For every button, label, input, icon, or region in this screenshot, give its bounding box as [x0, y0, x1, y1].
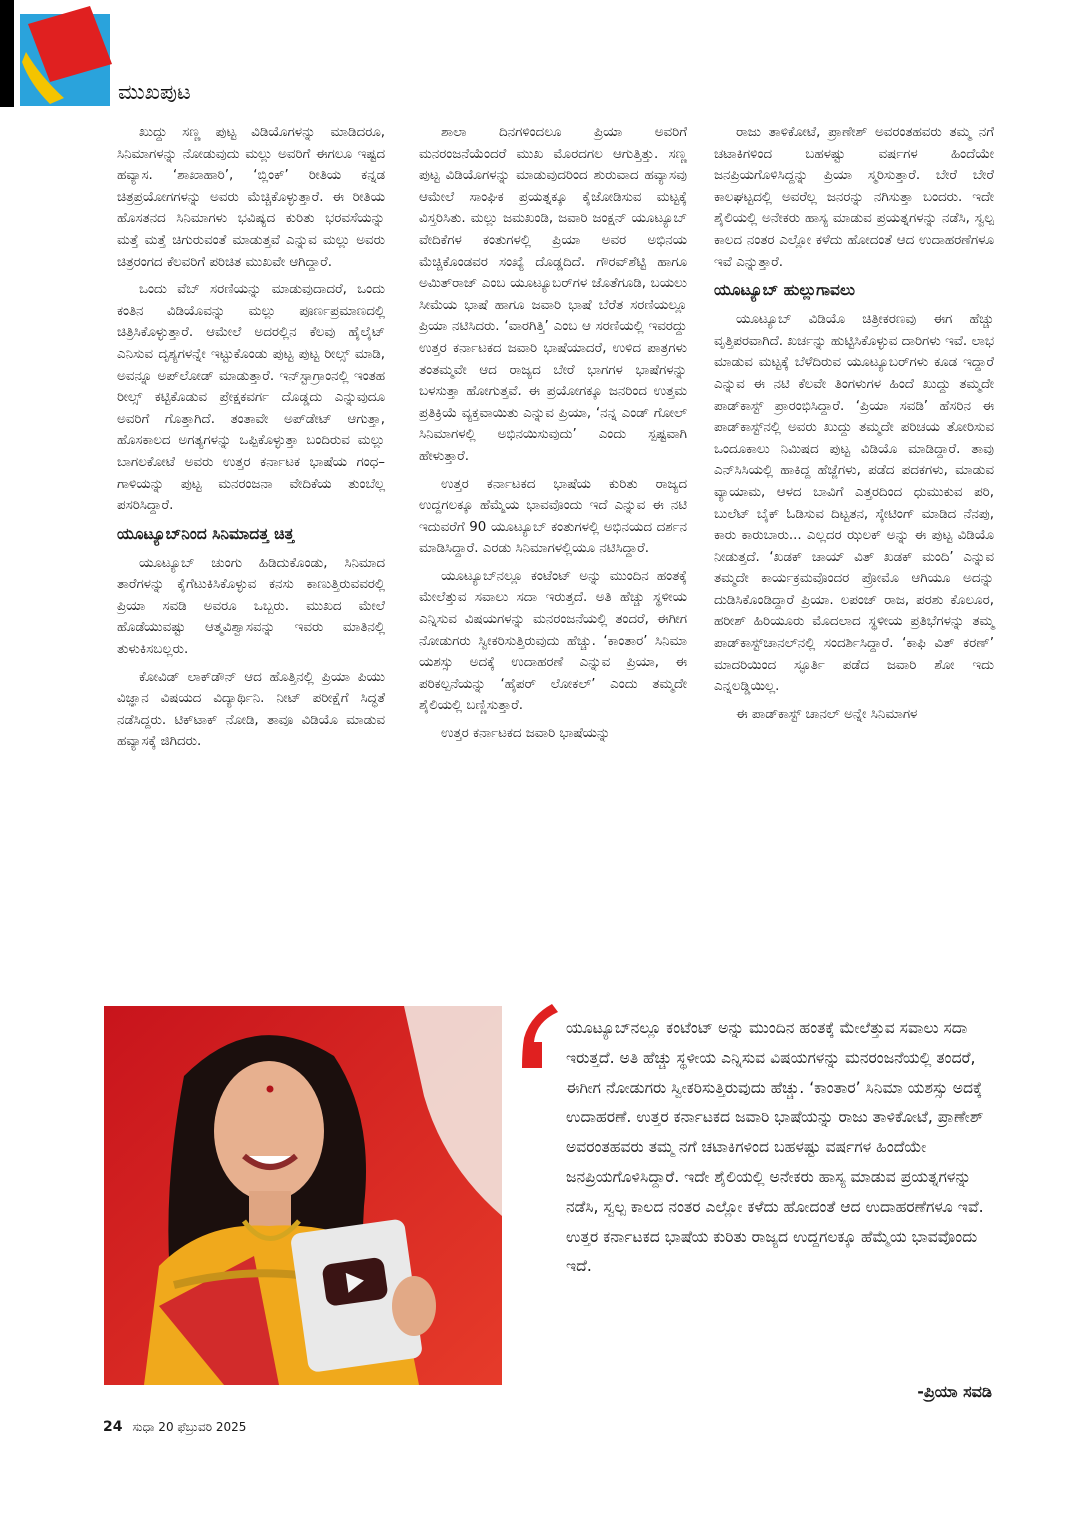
column-1 [117, 122, 385, 759]
photo-priya-savadi [104, 1006, 502, 1385]
column-2 [419, 122, 687, 751]
paragraph: ಈ ಪಾಡ್‌ಕಾಸ್ಟ್ ಚಾನಲ್ ಅನ್ನೇ ಸಿನಿಮಾಗಳ [736, 706, 918, 722]
paragraph: ಯೂಟ್ಯೂಬ್ ಚುಂಗು ಹಿಡಿದುಕೊಂಡು, ಸಿನಿಮಾದ ತಾರೆಗಳನ್ನು ಕೈಗೆಟುಕಿಸಿಕೊಳ್ಳುವ ಕನಸು ಕಾಣುತ್ತಿರುವವರಲ್ಲಿ ಪ್ರಿಯಾ ಸವಡಿ ಅವರೂ ಒಬ್ಬರು. ಮುಖದ ಮೇಲೆ ಹೊಡೆಯುವಷ್ಟು ಆತ್ಮವಿಶ್ವಾಸವನ್ನು ಇವರು ಮಾತಿನಲ್ಲಿ ತುಳುಕಿಸಬಲ್ಲರು. [117, 555, 385, 658]
paragraph: ಉತ್ತರ ಕರ್ನಾಟಕದ ಜವಾರಿ ಭಾಷೆಯನ್ನು [441, 726, 611, 742]
paragraph: ಖುದ್ದು ಸಣ್ಣ ಪುಟ್ಟ ವಿಡಿಯೊಗಳನ್ನು ಮಾಡಿದರೂ, ಸಿನಿಮಾಗಳನ್ನು ನೋಡುವುದು ಮಲ್ಲು ಅವರಿಗೆ ಈಗಲೂ ಇಷ್ಟದ ಹವ್ಯಾಸ. ‘ಶಾಖಾಹಾರಿ’, ‘ಬ್ಲಿಂಕ್’ ರೀತಿಯ ಕನ್ನಡ ಚಿತ್ರಪ್ರಯೋಗಗಳನ್ನು ಅವರು ಮೆಚ್ಚಿಕೊಳ್ಳುತ್ತಾರೆ. ಈ ರೀತಿಯ ಹೊಸತನದ ಸಿನಿಮಾಗಳು ಭವಿಷ್ಯದ ಕುರಿತು ಭರವಸೆಯನ್ನು ಮತ್ತೆ ಮತ್ತೆ ಚಿಗುರುವಂತೆ ಮಾಡುತ್ತವೆ ಎನ್ನುವ ಮಲ್ಲು ಅವರು ಚಿತ್ರರಂಗದ ಕೆಲವರಿಗೆ ಪರಿಚಿತ ಮುಖವೇ ಆಗಿದ್ದಾರೆ. [117, 125, 385, 270]
quote-author: -ಪ್ರಿಯಾ ಸವಡಿ [917, 1382, 992, 1401]
paragraph: ಯೂಟ್ಯೂಬ್ ವಿಡಿಯೊ ಚಿತ್ರೀಕರಣವು ಈಗ ಹೆಚ್ಚು ವೃತ್ತಿಪರವಾಗಿದೆ. ಖರ್ಚನ್ನು ಹುಟ್ಟಿಸಿಕೊಳ್ಳುವ ದಾರಿಗಳು ಇವೆ. ಲಾಭ ಮಾಡುವ ಮಟ್ಟಕ್ಕೆ ಬೆಳೆದಿರುವ ಯೂಟ್ಯೂಬರ್‌ಗಳು ಕೂಡ ಇದ್ದಾರೆ ಎನ್ನುವ ಈ ನಟಿ ಕೆಲವೇ ತಿಂಗಳುಗಳ ಹಿಂದೆ ಖುದ್ದು ತಮ್ಮದೇ ಪಾಡ್‌ಕಾಸ್ಟ್ ಪ್ರಾರಂಭಿಸಿದ್ದಾರೆ. ‘ಪ್ರಿಯಾ ಸವಡಿ’ ಹೆಸರಿನ ಈ ಪಾಡ್‌ಕಾಸ್ಟ್‌ನಲ್ಲಿ ಅವರು ಖುದ್ದು ತಮ್ಮದೇ ಪರಿಚಯ ತೋರಿಸುವ ಒಂದೂಕಾಲು ನಿಮಿಷದ ಪುಟ್ಟ ವಿಡಿಯೊ ಮಾಡಿದ್ದಾರೆ. ತಾವು ಎನ್‌ಸಿಸಿಯಲ್ಲಿ ಹಾಕಿದ್ದ ಹೆಜ್ಜೆಗಳು, ಪಡೆದ ಪದಕಗಳು, ಮಾಡುವ ವ್ಯಾಯಾಮ, ಆಳದ ಬಾವಿಗೆ ಎತ್ತರದಿಂದ ಧುಮುಕುವ ಪರಿ, ಬುಲೆಟ್ ಬೈಕ್ ಓಡಿಸುವ ದಿಟ್ಟತನ, ಸ್ಕೇಟಿಂಗ್ ಮಾಡಿದ ನೆನಪು, ಕಾರು ಕಾರುಬಾರು... ಎಲ್ಲದರ ಝಲಕ್ ಅನ್ನು ಈ ಪುಟ್ಟ ವಿಡಿಯೊ ನೀಡುತ್ತದೆ. ‘ಖಡಕ್ ಚಾಯ್ ವಿತ್ ಖಡಕ್ ಮಂದಿ’ ಎನ್ನುವ ತಮ್ಮದೇ ಕಾರ್ಯಕ್ರಮವೊಂದರ ಪ್ರೋಮೊ ಆಗಿಯೂ ಅದನ್ನು ದುಡಿಸಿಕೊಂಡಿದ್ದಾರೆ ಪ್ರಿಯಾ. ಲಪಂಜ್ ರಾಜ, ಪರಶು ಕೊಲೂರ, ಹರೀಶ್ ಹಿರಿಯೂರು ಮೊದಲಾದ ಸ್ಥಳೀಯ ಪ್ರತಿಭೆಗಳನ್ನು ತಮ್ಮ ಪಾಡ್‌ಕಾಸ್ಟ್‌ಚಾನಲ್‌ನಲ್ಲಿ ಸಂದರ್ಶಿಸಿದ್ದಾರೆ. ‘ಕಾಫಿ ವಿತ್ ಕರಣ್’ ಮಾದರಿಯಿಂದ ಸ್ಫೂರ್ತಿ ಪಡೆದ ಜವಾರಿ ಶೋ ಇದು ಎನ್ನಲಡ್ಡಿಯಿಲ್ಲ. [714, 312, 994, 695]
section-logo [20, 6, 112, 106]
paragraph: ಒಂದು ವೆಬ್ ಸರಣಿಯನ್ನು ಮಾಡುವುದಾದರೆ, ಒಂದು ಕಂತಿನ ವಿಡಿಯೊವನ್ನು ಮಲ್ಲು ಪೂರ್ಣಪ್ರಮಾಣದಲ್ಲಿ ಚಿತ್ರಿಸಿಕೊಳ್ಳುತ್ತಾರೆ. ಆಮೇಲೆ ಅದರಲ್ಲಿನ ಕೆಲವು ಹೈಲೈಟ್ ಎನಿಸುವ ದೃಶ್ಯಗಳನ್ನೇ ಇಟ್ಟುಕೊಂಡು ಪುಟ್ಟ ಪುಟ್ಟ ರೀಲ್ಸ್ ಮಾಡಿ, ಅವನ್ನೂ ಅಪ್‌ಲೋಡ್ ಮಾಡುತ್ತಾರೆ. ಇನ್‌ಸ್ಟಾಗ್ರಾಂನಲ್ಲಿ ಇಂತಹ ರೀಲ್ಸ್ ಕಟ್ಟಿಕೊಡುವ ಪ್ರೇಕ್ಷಕವರ್ಗ ದೊಡ್ಡದು ಎನ್ನುವುದೂ ಅವರಿಗೆ ಗೊತ್ತಾಗಿದೆ. ತಂತಾವೇ ಅಪ್‌ಡೇಟ್ ಆಗುತ್ತಾ, ಹೊಸಕಾಲದ ಅಗತ್ಯಗಳನ್ನು ಒಪ್ಪಿಕೊಳ್ಳುತ್ತಾ ಬಂದಿರುವ ಮಲ್ಲು ಬಾಗಲಕೋಟೆ ಅವರು ಉತ್ತರ ಕರ್ನಾಟಕ ಭಾಷೆಯ ಗಂಧ–ಗಾಳಿಯನ್ನು ಪುಟ್ಟ ಮನರಂಜನಾ ವೇದಿಕೆಯ ತುಂಬೆಲ್ಲ ಪಸರಿಸಿದ್ದಾರೆ. [117, 282, 385, 514]
paragraph: ಯೂಟ್ಯೂಬ್‌ನಲ್ಲೂ ಕಂಟೆಂಟ್ ಅನ್ನು ಮುಂದಿನ ಹಂತಕ್ಕೆ ಮೇಲೆತ್ತುವ ಸವಾಲು ಸದಾ ಇರುತ್ತದೆ. ಅತಿ ಹೆಚ್ಚು ಸ್ಥಳೀಯ ಎನ್ನಿಸುವ ವಿಷಯಗಳನ್ನು ಮನರಂಜನೆಯಲ್ಲಿ ತಂದರೆ, ಈಗೀಗ ನೋಡುಗರು ಸ್ವೀಕರಿಸುತ್ತಿರುವುದು ಹೆಚ್ಚು. ‘ಕಾಂತಾರ’ ಸಿನಿಮಾ ಯಶಸ್ಸು ಅದಕ್ಕೆ ಉದಾಹರಣೆ ಎನ್ನುವ ಪ್ರಿಯಾ, ಈ ಪರಿಕಲ್ಪನೆಯನ್ನು ‘ಹೈಪರ್ ಲೋಕಲ್’ ಎಂದು ತಮ್ಮದೇ ಶೈಲಿಯಲ್ಲಿ ಬಣ್ಣಿಸುತ್ತಾರೆ. [419, 568, 687, 714]
column-3 [714, 122, 994, 731]
paragraph: ಉತ್ತರ ಕರ್ನಾಟಕದ ಭಾಷೆಯ ಕುರಿತು ರಾಜ್ಯದ ಉದ್ದಗಲಕ್ಕೂ ಹೆಮ್ಮೆಯ ಭಾವವೊಂದು ಇದೆ ಎನ್ನುವ ಈ ನಟಿ ಇದುವರೆಗೆ 90 ಯೂಟ್ಯೂಬ್ ಕಂತುಗಳಲ್ಲಿ ಅಭಿನಯದ ದರ್ಶನ ಮಾಡಿಸಿದ್ದಾರೆ. ಎರಡು ಸಿನಿಮಾಗಳಲ್ಲಿಯೂ ನಟಿಸಿದ್ದಾರೆ. [419, 476, 687, 557]
subheading: ಯೂಟ್ಯೂಬ್‌ನಿಂದ ಸಿನಿಮಾದತ್ತ ಚಿತ್ತ [117, 524, 295, 543]
header-black-bar [0, 0, 14, 107]
paragraph: ಕೋವಿಡ್ ಲಾಕ್‌ಡೌನ್ ಆದ ಹೊತ್ತಿನಲ್ಲಿ ಪ್ರಿಯಾ ಪಿಯು ವಿಜ್ಞಾನ ವಿಷಯದ ವಿದ್ಯಾರ್ಥಿನಿ. ನೀಟ್ ಪರೀಕ್ಷೆಗೆ ಸಿದ್ಧತೆ ನಡೆಸಿದ್ದರು. ಟಿಕ್‌ಟಾಕ್ ನೋಡಿ, ತಾವೂ ವಿಡಿಯೊ ಮಾಡುವ ಹವ್ಯಾಸಕ್ಕೆ ಜಿಗಿದರು. [117, 669, 385, 750]
pull-quote: ಯೂಟ್ಯೂಬ್‌ನಲ್ಲೂ ಕಂಟೆಂಟ್ ಅನ್ನು ಮುಂದಿನ ಹಂತಕ್ಕೆ ಮೇಲೆತ್ತುವ ಸವಾಲು ಸದಾ ಇರುತ್ತದೆ. ಅತಿ ಹೆಚ್ಚು ಸ್ಥಳೀಯ ಎನ್ನಿಸುವ ವಿಷಯಗಳನ್ನು ಮನರಂಜನೆಯಲ್ಲಿ ತಂದರೆ, ಈಗೀಗ ನೋಡುಗರು ಸ್ವೀಕರಿಸುತ್ತಿರುವುದು ಹೆಚ್ಚು. ‘ಕಾಂತಾರ’ ಸಿನಿಮಾ ಯಶಸ್ಸು ಅದಕ್ಕೆ ಉದಾಹರಣೆ. ಉತ್ತರ ಕರ್ನಾಟಕದ ಜವಾರಿ ಭಾಷೆಯನ್ನು ರಾಜು ತಾಳಿಕೋಟೆ, ಪ್ರಾಣೇಶ್ ಅವರಂತಹವರು ತಮ್ಮ ನಗೆ ಚಟಾಕಿಗಳಿಂದ ಬಹಳಷ್ಟು ವರ್ಷಗಳ ಹಿಂದೆಯೇ ಜನಪ್ರಿಯಗೊಳಿಸಿದ್ದಾರೆ. ಇದೇ ಶೈಲಿಯಲ್ಲಿ ಅನೇಕರು ಹಾಸ್ಯ ಮಾಡುವ ಪ್ರಯತ್ನಗಳನ್ನು ನಡೆಸಿ, ಸ್ವಲ್ಪ ಕಾಲದ ನಂತರ ಎಲ್ಲೋ ಕಳೆದು ಹೋದಂತೆ ಆದ ಉದಾಹರಣೆಗಳೂ ಇವೆ. ಉತ್ತರ ಕರ್ನಾಟಕದ ಭಾಷೆಯ ಕುರಿತು ರಾಜ್ಯದ ಉದ್ದಗಲಕ್ಕೂ ಹೆಮ್ಮೆಯ ಭಾವವೊಂದು ಇದೆ. [566, 1019, 984, 1276]
subheading: ಯೂಟ್ಯೂಬ್ ಹುಲ್ಲುಗಾವಲು [714, 281, 855, 300]
paragraph: ಶಾಲಾ ದಿನಗಳಿಂದಲೂ ಪ್ರಿಯಾ ಅವರಿಗೆ ಮನರಂಜನೆಯೆಂದರೆ ಮುಖ ಮೊರದಗಲ ಆಗುತ್ತಿತ್ತು. ಸಣ್ಣ ಪುಟ್ಟ ವಿಡಿಯೊಗಳನ್ನು ಮಾಡುವುದರಿಂದ ಶುರುವಾದ ಹವ್ಯಾಸವು ಆಮೇಲೆ ಸಾಂಘಿಕ ಪ್ರಯತ್ನಕ್ಕೂ ಕೈಜೋಡಿಸುವ ಮಟ್ಟಕ್ಕೆ ವಿಸ್ತರಿಸಿತು. ಮಲ್ಲು ಜಮಖಂಡಿ, ಜವಾರಿ ಜಂಕ್ಷನ್ ಯೂಟ್ಯೂಬ್ ವೇದಿಕೆಗಳ ಕಂತುಗಳಲ್ಲಿ ಪ್ರಿಯಾ ಅವರ ಅಭಿನಯ ಮೆಚ್ಚಿಕೊಂಡವರ ಸಂಖ್ಯೆ ದೊಡ್ಡದಿದೆ. ಗೌರವ್‌ಶೆಟ್ಟಿ ಹಾಗೂ ಅಮಿತ್‌ರಾಜ್ ಎಂಬ ಯೂಟ್ಯೂಬರ್‌ಗಳ ಜೊತೆಗೂಡಿ, ಬಯಲು ಸೀಮೆಯ ಭಾಷೆ ಹಾಗೂ ಜವಾರಿ ಭಾಷೆ ಬೆರೆತ ಸರಣಿಯಲ್ಲೂ ಪ್ರಿಯಾ ನಟಿಸಿದರು. ‘ವಾರಗಿತ್ತಿ’ ಎಂಬ ಆ ಸರಣಿಯಲ್ಲಿ ಇವರದ್ದು ಉತ್ತರ ಕರ್ನಾಟಕದ ಜವಾರಿ ಭಾಷೆಯಾದರೆ, ಉಳಿದ ಪಾತ್ರಗಳು ತಂತಮ್ಮವೇ ಆದ ರಾಜ್ಯದ ಬೇರೆ ಭಾಗಗಳ ಭಾಷೆಗಳನ್ನು ಬಳಸುತ್ತಾ ಹೋಗುತ್ತವೆ. ಈ ಪ್ರಯೋಗಕ್ಕೂ ಜನರಿಂದ ಉತ್ತಮ ಪ್ರತಿಕ್ರಿಯೆ ವ್ಯಕ್ತವಾಯಿತು ಎನ್ನುವ ಪ್ರಿಯಾ, ‘ನನ್ನ ಎಂಡ್ ಗೋಲ್ ಸಿನಿಮಾಗಳಲ್ಲಿ ಅಭಿನಯಿಸುವುದು’ ಎಂದು ಸ್ಪಷ್ಟವಾಗಿ ಹೇಳುತ್ತಾರೆ. [419, 125, 687, 464]
section-title: ಮುಖಪುಟ [118, 80, 191, 104]
paragraph: ರಾಜು ತಾಳಿಕೋಟೆ, ಪ್ರಾಣೇಶ್ ಅವರಂತಹವರು ತಮ್ಮ ನಗೆ ಚಟಾಕಿಗಳಿಂದ ಬಹಳಷ್ಟು ವರ್ಷಗಳ ಹಿಂದೆಯೇ ಜನಪ್ರಿಯಗೊಳಿಸಿದ್ದನ್ನು ಪ್ರಿಯಾ ಸ್ಮರಿಸುತ್ತಾರೆ. ಬೇರೆ ಬೇರೆ ಕಾಲಘಟ್ಟದಲ್ಲಿ ಅವರೆಲ್ಲ ಜನರನ್ನು ನಗಿಸುತ್ತಾ ಬಂದರು. ಇದೇ ಶೈಲಿಯಲ್ಲಿ ಅನೇಕರು ಹಾಸ್ಯ ಮಾಡುವ ಪ್ರಯತ್ನಗಳನ್ನು ನಡೆಸಿ, ಸ್ವಲ್ಪ ಕಾಲದ ನಂತರ ಎಲ್ಲೋ ಕಳೆದು ಹೋದಂತೆ ಆದ ಉದಾಹರಣೆಗಳೂ ಇವೆ ಎನ್ನುತ್ತಾರೆ. [714, 125, 994, 270]
quote-mark-icon [512, 1002, 564, 1070]
page-number: 24 [103, 1419, 123, 1435]
issue-date: ಸುಧಾ 20 ಫೆಬ್ರುವರಿ 2025 [132, 1420, 247, 1434]
page-footer [103, 1419, 246, 1435]
